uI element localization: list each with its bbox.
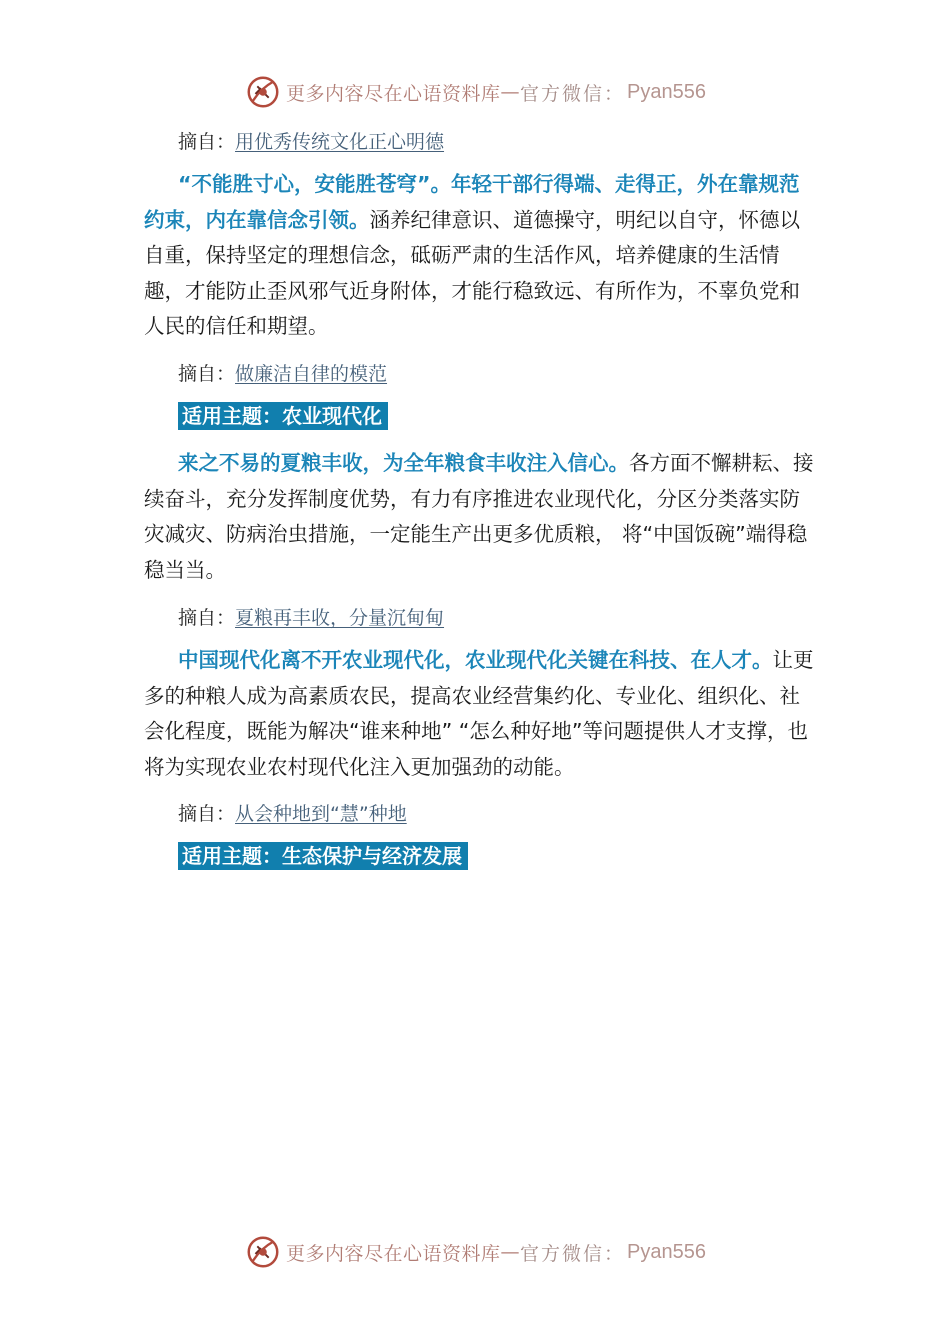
footer-banner xyxy=(0,1232,950,1272)
banner-wechat-id: Pyan556 xyxy=(627,1240,706,1263)
paragraph-3-body: 让更多的种粮人成为高素质农民，提高农业经营集约化、专业化、组织化、社会化程度，既能为解决“谁来种地” “怎么种好地”等问题提供人才支撑，也将为实现农业农村现代化注入更加强劲的动能。 xyxy=(144,648,814,779)
excerpt-source-2 xyxy=(178,359,387,386)
theme-heading-2: 适用主题：生态保护与经济发展 xyxy=(178,842,468,870)
excerpt-prefix: 摘自： xyxy=(178,803,236,825)
paragraph-1-body: 涵养纪律意识、道德操守，明纪以自守，怀德以自重，保持坚定的理想信念，砥砺严肃的生活作风，培养健康的生活情趣，才能防止歪风邪气近身附体，才能行稳致远、有所作为，不辜负党和人民的信任和期望。 xyxy=(144,207,800,338)
excerpt-link-2[interactable]: 做廉洁自律的模范 xyxy=(235,363,388,385)
excerpt-prefix: 摘自： xyxy=(178,607,236,629)
banner-wechat-id: Pyan556 xyxy=(627,80,706,103)
banner-dash: — xyxy=(500,1241,521,1263)
header-banner xyxy=(0,72,950,112)
paragraph-1-highlight: “不能胜寸心，安能胜苍穹”。年轻干部行得端、走得正，外在靠规范约束，内在靠信念引领。 xyxy=(144,172,800,232)
brand-logo-icon xyxy=(244,1233,282,1271)
excerpt-prefix: 摘自： xyxy=(178,363,236,385)
banner-brand-text: 更多内容尽在心语资料库 xyxy=(286,82,501,105)
banner-wechat-label: 官方微信： xyxy=(520,1242,626,1265)
excerpt-link-4[interactable]: 从会种地到“慧”种地 xyxy=(235,803,407,825)
paragraph-1 xyxy=(144,167,816,345)
theme-heading-1: 适用主题：农业现代化 xyxy=(178,402,388,430)
paragraph-3 xyxy=(144,643,816,785)
banner-dash: — xyxy=(500,81,521,103)
excerpt-source-1 xyxy=(178,127,444,154)
excerpt-source-3 xyxy=(178,603,444,630)
paragraph-2 xyxy=(144,446,816,588)
brand-logo-icon xyxy=(244,73,282,111)
excerpt-link-1[interactable]: 用优秀传统文化正心明德 xyxy=(235,131,445,153)
excerpt-link-3[interactable]: 夏粮再丰收，分量沉甸甸 xyxy=(235,607,445,629)
excerpt-prefix: 摘自： xyxy=(178,131,236,153)
excerpt-source-4 xyxy=(178,799,407,826)
paragraph-3-highlight: 中国现代化离不开农业现代化，农业现代化关键在科技、在人才。 xyxy=(178,648,773,672)
paragraph-2-highlight: 来之不易的夏粮丰收，为全年粮食丰收注入信心。 xyxy=(178,451,629,475)
banner-brand-text: 更多内容尽在心语资料库 xyxy=(286,1242,501,1265)
paragraph-2-body: 各方面不懈耕耘、接续奋斗，充分发挥制度优势，有力有序推进农业现代化，分区分类落实防灾减灾、防病治虫措施，一定能生产出更多优质粮， 将“中国饭碗”端得稳稳当当。 xyxy=(144,451,814,582)
banner-wechat-label: 官方微信： xyxy=(520,82,626,105)
